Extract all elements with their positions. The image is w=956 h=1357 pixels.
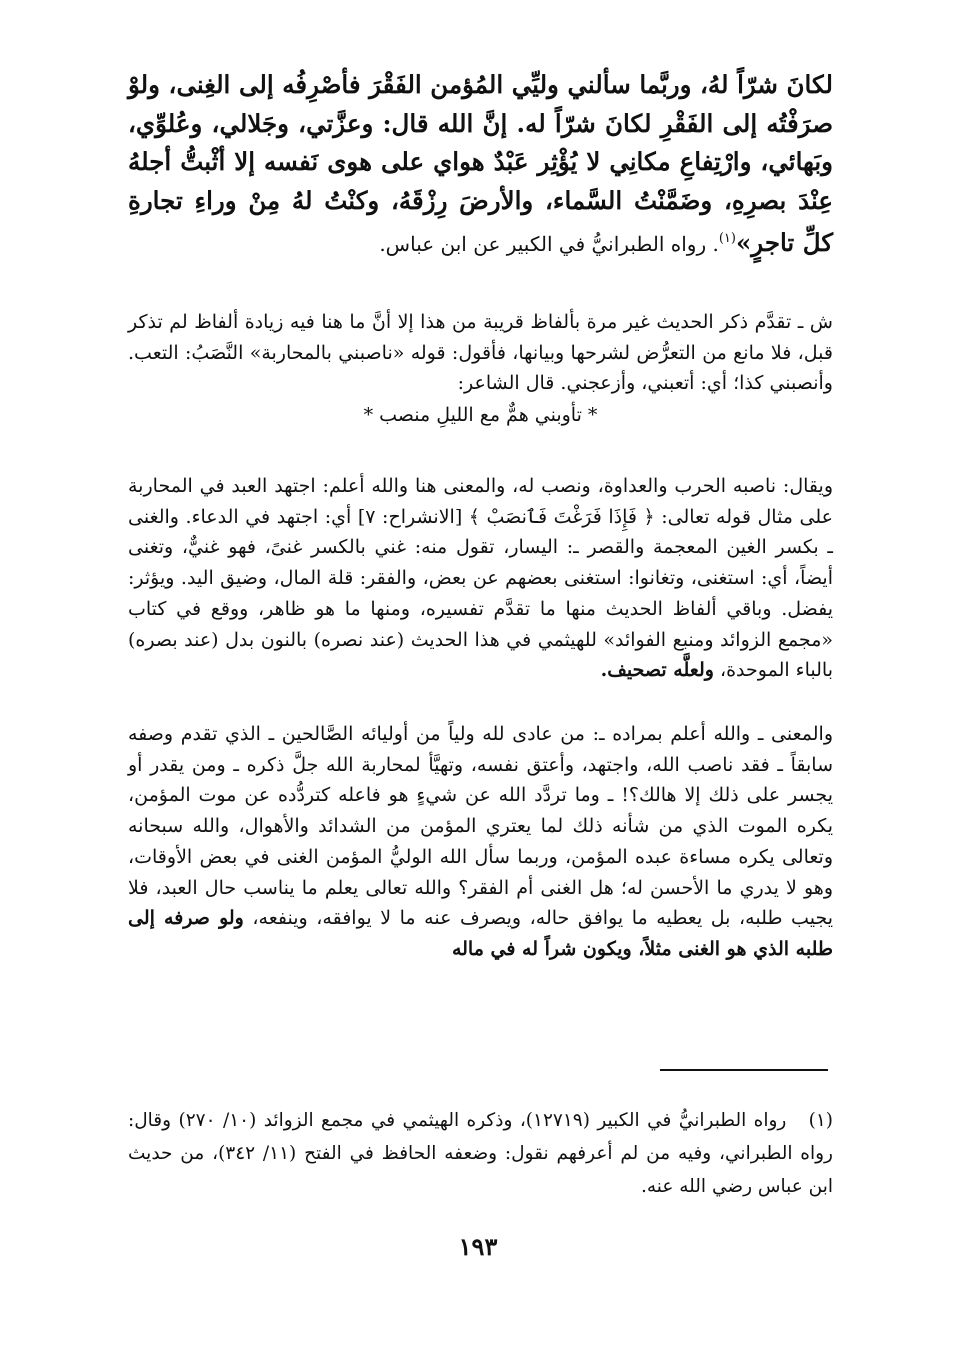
page-number: ١٩٣ — [458, 1232, 498, 1261]
footnote-text: رواه الطبرانيُّ في الكبير (١٢٧١٩)، وذكره الهيثمي في مجمع الزوائد (١٠/ ٢٧٠) وقال: رواه الطبراني، وفيه من لم أعرفهم نقول: وضعفه الحافظ في الفتح (١١/ ٣٤٢)، من حديث ابن عباس رضي الله عنه. — [128, 1110, 833, 1197]
commentary-2-text: ويقال: ناصبه الحرب والعداوة، ونصب له، والمعنى هنا والله أعلم: اجتهد العبد في المحاربة على مثال قوله تعالى: ﴿ فَإِذَا فَرَغْتَ فَٱنصَبْ ﴾ [الانشراح: ٧] أي: اجتهد في الدعاء. والغنى ـ بكسر الغين المعجمة والقصر ـ: اليسار، تقول منه: غني بالكسر غنىً، فهو غنيٌّ، وتغنى أيضاً، أي: استغنى، وتغانوا: استغنى بعضهم عن بعض، والفقر: قلة المال، وضيق اليد. ويؤثر: يفضل. وباقي ألفاظ الحديث منها ما تقدَّم تفسيره، ومنها ما هو ظاهر، ووقع في كتاب «مجمع الزوائد ومنبع الفوائد» للهيثمي في هذا الحديث (عند نصره) بالنون بدل (عند بصره) بالباء الموحدة، — [128, 475, 833, 682]
commentary-3-bold-text: ولو صرفه إلى طلبه الذي هو الغنى مثلاً، ويكون شراً له في ماله — [128, 907, 833, 960]
commentary-2-bold-text: ولعلَّه تصحيف. — [600, 659, 714, 682]
footnote-number: (١) — [808, 1110, 833, 1131]
commentary-3-text: والمعنى ـ والله أعلم بمراده ـ: من عادى لله ولياً من أوليائه الصَّالحين ـ الذي تقدم وصفه سابقاً ـ فقد ناصب الله، واجتهد، وأعتق نفسه، وتهيَّأ لمحاربة الله جلَّ ذكره ـ ومن يقدر أو يجسر على ذلك إلا هالك؟! ـ وما تردَّد الله عن شيءٍ هو فاعله كتردُّده عن موت المؤمن، يكره الموت الذي من شأنه ذلك لما يعتري المؤمن من الشدائد والأهوال، والله سبحانه وتعالى يكره مساءة عبده المؤمن، وربما سأل الله الوليُّ المؤمن الغنى في بعض الأوقات، وهو لا يدري ما الأحسن له؛ هل الغنى أم الفقر؟ والله تعالى يعلم ما يناسب حال العبد، فلا يجيب طلبه، بل يعطيه ما يوافق حاله، ويصرف عنه ما لا يوافقه، وينفعه، — [128, 723, 834, 930]
footnote-reference[interactable]: (١) — [718, 231, 736, 247]
hadith-text-block — [128, 66, 833, 264]
hadith-text: لكانَ شرّاً لهُ، وربَّما سألني وليِّي المُؤمن الفَقْرَ فأصْرِفُه إلى الغِنى، ولوْ صرَفْتُه إلى الفَقْرِ لكانَ شرّاً له. إنَّ الله قال: وعزَّتي، وجَلالي، وعُلوِّي، وبَهائي، وارْتِفاعِ مكانِي لا يُؤْثِر عَبْدٌ هواي على هوى نَفسه إلا أثْبتُّ أجلهُ عِنْدَ بصرِهِ، وضَمَّنْتُ السَّماء، والأرضَ رِزْقَهُ، وكنْتُ لهُ مِنْ وراءِ تجارةِ كلِّ تاجرٍ» — [128, 70, 834, 258]
commentary-paragraph-2 — [128, 471, 833, 686]
poetry-verse: * تأوبني همٌّ مع الليلِ منصب * — [363, 404, 598, 426]
footnote — [128, 1104, 833, 1203]
hadith-source: . رواه الطبرانيُّ في الكبير عن ابن عباس. — [379, 232, 719, 257]
commentary-paragraph-1: ش ـ تقدَّم ذكر الحديث غير مرة بألفاظ قريبة من هذا إلا أنَّ ما هنا فيه زيادة ألفاظ لم تذكر قبل، فلا مانع من التعرُّض لشرحها وبيانها، فأقول: قوله «ناصبني بالمحاربة» النَّصَبُ: التعب. وأنصبني كذا؛ أي: أتعبني، وأزعجني. قال الشاعر: — [128, 311, 833, 395]
footnote-separator — [660, 1069, 828, 1071]
commentary-paragraph-3 — [128, 719, 833, 965]
